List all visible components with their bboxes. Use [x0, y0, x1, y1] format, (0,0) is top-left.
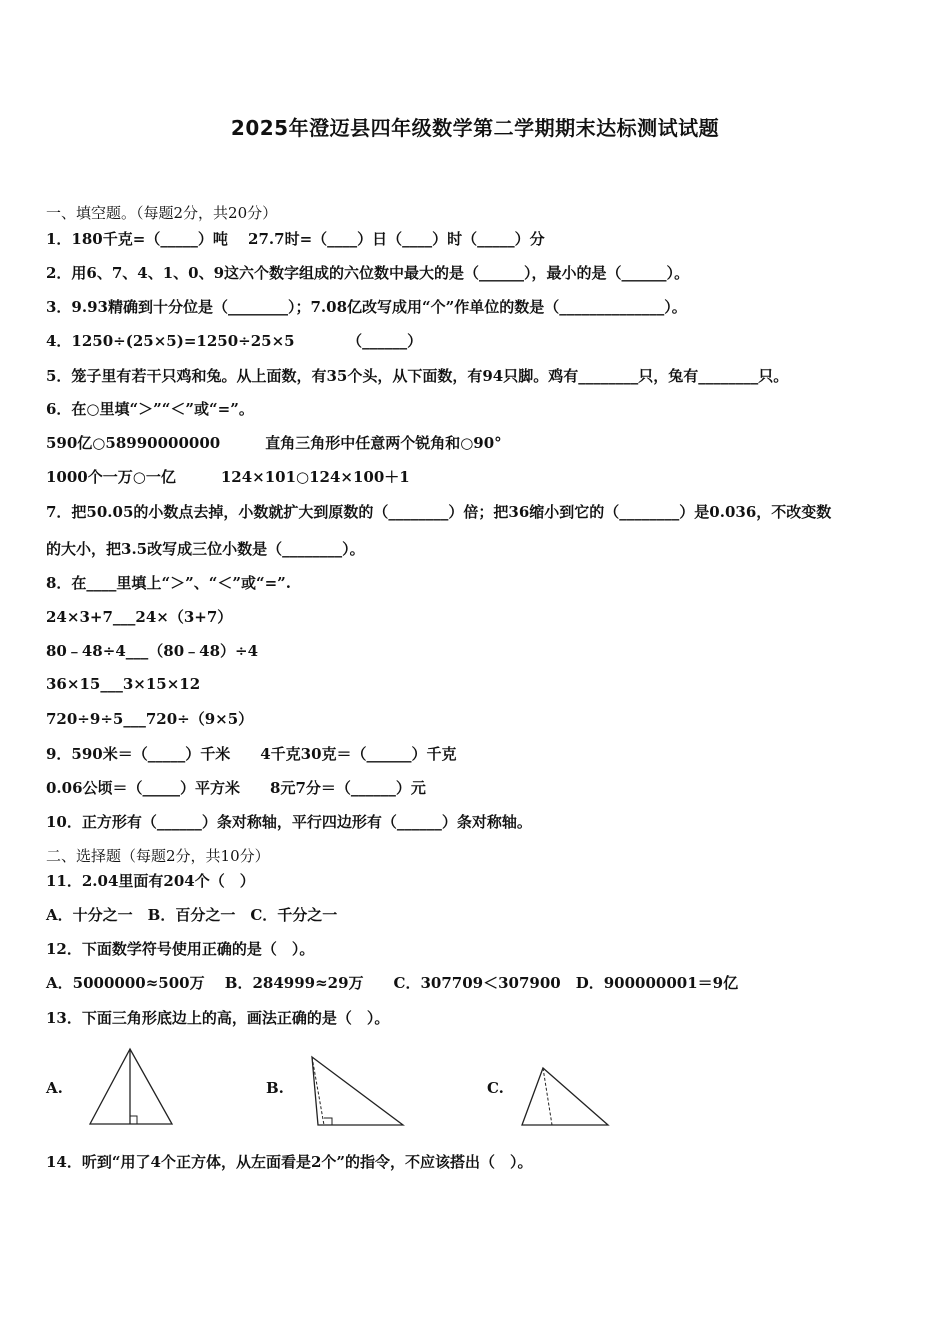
triangle-c-figure [517, 1064, 613, 1130]
page-title: 2025年澄迈县四年级数学第二学期期末达标测试试题 [230, 116, 720, 140]
question-7-line-2: 的大小，把3.5改写成三位小数是（________）。 [46, 540, 365, 558]
option-b-label: B. [266, 1079, 284, 1097]
option-c-label: C. [487, 1079, 504, 1097]
question-6-row-2: 1000个一万○一亿 124×101○124×100＋1 [46, 468, 410, 486]
question-6-row-1: 590亿○58990000000 直角三角形中任意两个锐角和○90° [46, 434, 502, 452]
question-9-line-2: 0.06公顷＝（_____）平方米 8元7分＝（______）元 [46, 779, 426, 797]
section-heading-choice: 二、选择题（每题2分，共10分） [46, 847, 270, 865]
question-14: 14．听到“用了4个正方体，从左面看是2个”的指令，不应该搭出（ ）。 [46, 1153, 533, 1171]
question-12: 12．下面数学符号使用正确的是（ ）。 [46, 940, 315, 958]
question-5: 5．笼子里有若干只鸡和兔。从上面数，有35个头，从下面数，有94只脚。鸡有________只，兔有________只。 [46, 367, 789, 385]
question-4: 4．1250÷(25×5)=1250÷25×5 （______） [46, 332, 423, 350]
question-8-row-c: 36×15___3×15×12 [46, 675, 201, 693]
question-8-row-b: 80﹣48÷4___（80﹣48）÷4 [46, 642, 259, 660]
question-11: 11．2.04里面有204个（ ） [46, 872, 255, 890]
question-7-line-1: 7．把50.05的小数点去掉，小数就扩大到原数的（________）倍；把36缩小到它的（________）是0.036，不改变数 [46, 503, 832, 521]
triangle-b-figure [306, 1052, 408, 1130]
question-2: 2．用6、7、4、1、0、9这六个数字组成的六位数中最大的是（______），最小的是（______）。 [46, 264, 690, 282]
question-12-options: A．5000000≈500万 B．284999≈29万 C．307709＜307900 D．900000001＝9亿 [46, 974, 739, 992]
question-10: 10．正方形有（______）条对称轴，平行四边形有（______）条对称轴。 [46, 813, 532, 831]
section-heading-fill-blank: 一、填空题。（每题2分，共20分） [46, 204, 278, 222]
question-6: 6．在○里填“＞”“＜”或“=”。 [46, 400, 254, 418]
question-3: 3．9.93精确到十分位是（________）；7.08亿改写成用“个”作单位的数是（______________）。 [46, 298, 687, 316]
question-11-options: A．十分之一 B．百分之一 C．千分之一 [46, 906, 338, 924]
question-8-row-a: 24×3+7___24×（3+7） [46, 608, 233, 626]
question-8-row-d: 720÷9÷5___720÷（9×5） [46, 710, 254, 728]
option-a-label: A. [46, 1079, 63, 1097]
question-1: 1．180千克=（_____）吨 27.7时=（____）日（____）时（_____）分 [46, 230, 545, 248]
question-8: 8．在____里填上“＞”、“＜”或“=”. [46, 574, 291, 592]
triangle-a-figure [86, 1046, 176, 1128]
question-9-line-1: 9．590米＝（_____）千米 4千克30克＝（______）千克 [46, 745, 457, 763]
question-13: 13．下面三角形底边上的高，画法正确的是（ ）。 [46, 1009, 390, 1027]
